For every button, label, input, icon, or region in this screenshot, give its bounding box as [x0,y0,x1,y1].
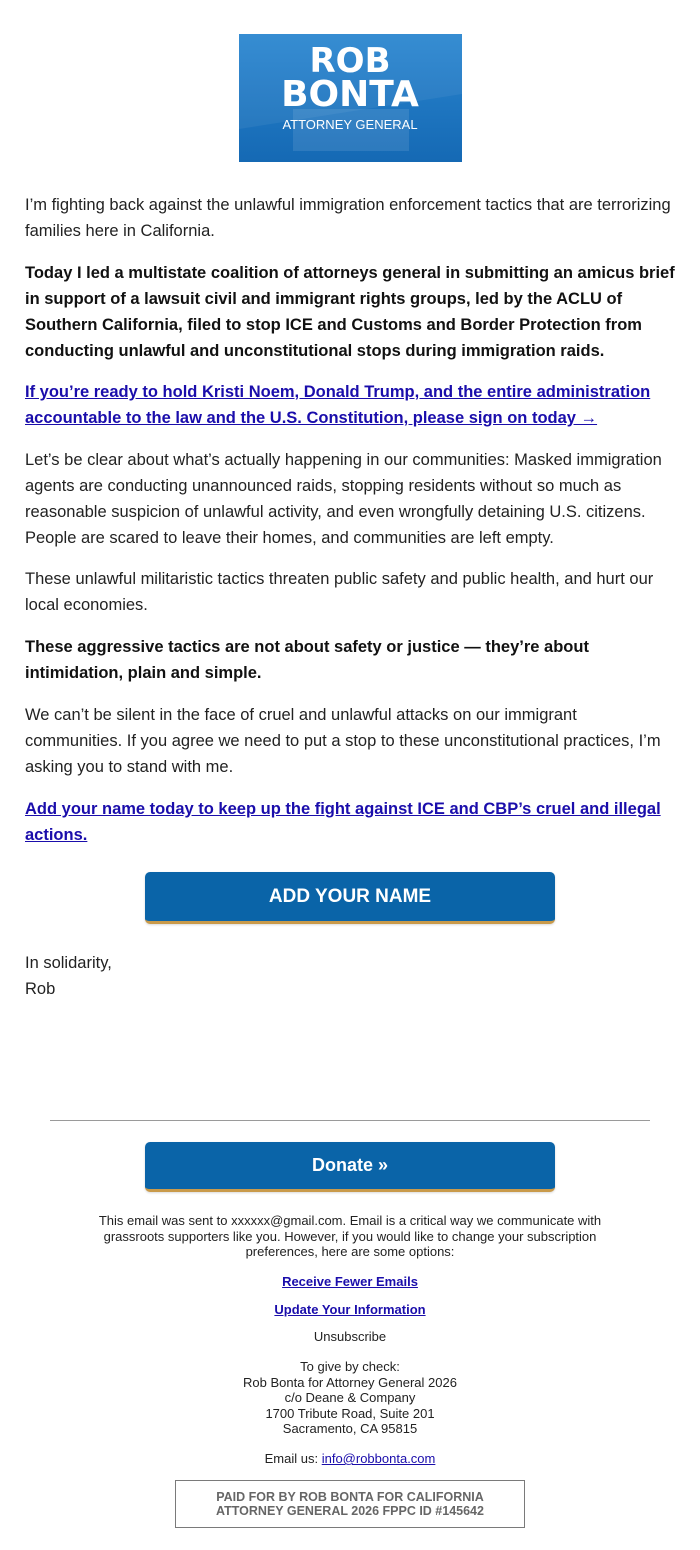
update-information-link[interactable]: Update Your Information [274,1302,426,1317]
update-info-row [70,1302,630,1318]
logo-line-1: ROB [309,41,391,81]
check-heading: To give by check: [300,1359,400,1374]
sign-on-link[interactable]: If you’re ready to hold Kristi Noem, Donald Trump, and the entire administration accountable to the law and the U.S. Constitution, please sign on today → [25,383,651,427]
announcement-paragraph: Today I led a multistate coalition of attorneys general in submitting an amicus brief in support of a lawsuit civil and immigrant rights groups, led by the ACLU of Southern California, filed to stop ICE and Customs and Border Protection from conducting unlawful and unconstitutional stops during immigration raids. [25,264,675,360]
intimidation-paragraph: These aggressive tactics are not about safety or justice — they’re about intimidation, plain and simple. [25,638,589,682]
paid-for-disclaimer: PAID FOR BY ROB BONTA FOR CALIFORNIA ATTORNEY GENERAL 2026 FPPC ID #145642 [175,1480,525,1528]
subscription-notice: This email was sent to xxxxxx@gmail.com. Email is a critical way we communicate with grassroots supporters like you. However, if you would like to change your subscription preferences, here are some options: [98,1213,602,1259]
check-address-block [70,1359,630,1437]
intro-paragraph: I’m fighting back against the unlawful immigration enforcement tactics that are terrorizing families here in California. [25,196,671,240]
unsubscribe-link[interactable]: Unsubscribe [313,1329,387,1344]
receive-fewer-emails-link[interactable]: Receive Fewer Emails [282,1274,418,1289]
check-street: 1700 Tribute Road, Suite 201 [265,1405,435,1421]
logo-graphic [239,34,462,162]
signature: Rob [25,980,56,998]
whats-happening-paragraph: Let’s be clear about what’s actually happening in our communities: Masked immigration agents are conducting unannounced raids, stopping residents without so much as reasonable suspicion of unlawful activity, and even wrongfully detaining U.S. citizens. People are scared to leave their homes, and communities are left empty. [25,451,662,547]
stand-with-me-paragraph: We can’t be silent in the face of cruel and unlawful attacks on our immigrant communities. If you agree we need to put a stop to these unconstitutional practices, I’m asking you to stand with me. [25,706,661,776]
bonta-logo [239,34,462,162]
sign-on-link-paragraph [25,379,675,431]
logo-line-3: ATTORNEY GENERAL [282,117,418,132]
add-name-link-paragraph [25,796,675,848]
footer-divider [50,1120,650,1121]
email-us-label: Email us: [264,1451,319,1466]
add-name-link[interactable]: Add your name today to keep up the fight against ICE and CBP’s cruel and illegal actions. [25,800,661,844]
check-care-of: c/o Deane & Company [284,1390,416,1405]
receive-fewer-row [70,1274,630,1290]
donate-button[interactable]: Donate » [145,1142,555,1192]
email-address-link[interactable]: info@robbonta.com [321,1451,436,1466]
logo-line-2: BONTA [281,74,419,115]
email-us-row [70,1451,630,1467]
check-payee: Rob Bonta for Attorney General 2026 [243,1374,457,1390]
add-your-name-button[interactable]: ADD YOUR NAME [145,872,555,924]
check-city: Sacramento, CA 95815 [282,1421,418,1436]
signoff: In solidarity, [25,954,112,972]
tactics-paragraph: These unlawful militaristic tactics threaten public safety and public health, and hurt our local economies. [25,570,654,614]
